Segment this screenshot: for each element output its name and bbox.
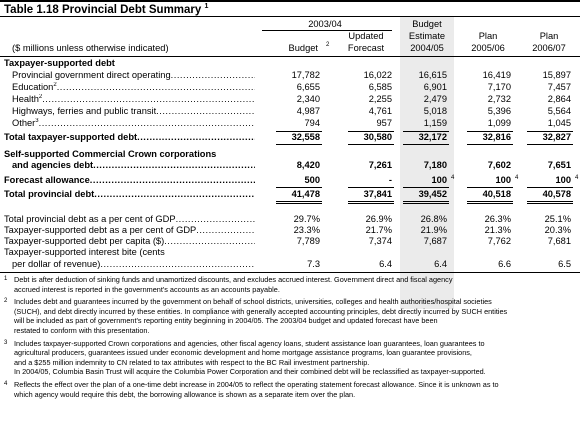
value-cell: 5,564 (547, 106, 571, 116)
value-cell: 5,396 (487, 106, 511, 116)
value-cell: 957 (376, 118, 392, 128)
allowance-rule (276, 187, 322, 188)
value-cell: 39,452 (418, 189, 447, 199)
value-cell: 37,841 (363, 189, 392, 199)
double-rule-a (348, 201, 394, 202)
value-cell: 26.9% (365, 214, 392, 224)
allowance-rule (527, 187, 573, 188)
value-cell: 7.3 (307, 259, 320, 269)
value-cell: 29.7% (293, 214, 320, 224)
row-label: Taxpayer-supported debt as a per cent of GDP (4, 225, 197, 235)
row-label: Total provincial debt as a per cent of GDP (4, 214, 176, 224)
footnote-4 (0, 380, 580, 399)
value-cell: 4,761 (368, 106, 392, 116)
total-rule (527, 144, 573, 145)
footnote-ref: 4 (451, 175, 455, 181)
row-label: Taxpayer-supported debt per capita ($) (4, 236, 165, 246)
value-cell: 8,420 (296, 160, 320, 170)
header-estimate-2: Estimate (408, 31, 446, 41)
value-cell: 26.8% (420, 214, 447, 224)
row-label: Highways, ferries and public transit (12, 106, 157, 116)
row-label: and agencies debt (12, 160, 94, 170)
row-label: per dollar of revenue) (12, 259, 101, 269)
double-rule-b (348, 203, 394, 204)
value-cell: 7,651 (547, 160, 571, 170)
row-label: Forecast allowance (4, 175, 90, 185)
footnote-line: agricultural producers, guarantees issued under economic development and home mortgage assistance programs, loan guarantee provisions, (14, 348, 472, 358)
value-cell: 2,340 (296, 94, 320, 104)
footnote-line: Reflects the effect over the plan of a one-time debt increase in 2004/05 to reflect the operating statement forecast allowance. Since it is unknown as to (14, 380, 499, 389)
value-cell: 6.5 (558, 259, 571, 269)
value-cell: 7,457 (547, 82, 571, 92)
value-cell: 794 (304, 118, 320, 128)
value-cell: 2,864 (547, 94, 571, 104)
header-rule (0, 56, 580, 57)
value-cell: 40,578 (542, 189, 571, 199)
row-leader (12, 259, 255, 270)
total-rule (276, 144, 322, 145)
value-cell: 100 (495, 175, 511, 185)
header-plan2-2: 2006/07 (532, 43, 566, 53)
double-rule-a (403, 201, 449, 202)
value-cell: 500 (304, 175, 320, 185)
value-cell: 1,099 (487, 118, 511, 128)
value-cell: 2,255 (368, 94, 392, 104)
footnote-1 (0, 275, 580, 294)
header-plan1-2: 2005/06 (471, 43, 505, 53)
row-leader (12, 106, 255, 117)
footnote-number: 2 (4, 298, 8, 305)
value-cell: 25.1% (544, 214, 571, 224)
value-cell: 7,789 (296, 236, 320, 246)
footnote-line: will be included as part of government's reporting entity beginning in 2004/05. The 2003/04 budget and updated forecast have been (14, 316, 438, 326)
row-leader (4, 236, 255, 247)
row-label: Other$^3$ (12, 118, 39, 128)
row-leader (4, 175, 255, 186)
value-cell: 21.9% (420, 225, 447, 235)
section-taxpayer: Taxpayer-supported debt (4, 58, 115, 68)
double-rule-b (467, 203, 513, 204)
row-leader (12, 94, 255, 105)
footnote-ref: 4 (575, 175, 579, 181)
value-cell: 26.3% (484, 214, 511, 224)
value-cell: 7,687 (423, 236, 447, 246)
row-footnote-ref: 3 (35, 118, 39, 124)
double-rule-b (403, 203, 449, 204)
header-estimate-1: Budget (412, 19, 442, 29)
value-cell: 7,602 (487, 160, 511, 170)
value-cell: 6,585 (368, 82, 392, 92)
footnote-line: Includes debt and guarantees incurred by the government on behalf of school districts, universities, colleges and health authorities/hospital societies (14, 297, 492, 307)
header-updated-1: Updated (348, 31, 384, 41)
footnote-ref: 4 (515, 175, 519, 181)
header-plan1-1: Plan (478, 31, 498, 41)
allowance-rule (348, 187, 394, 188)
header-plan2-1: Plan (539, 31, 559, 41)
header-units: ($ millions unless otherwise indicated) (12, 43, 169, 53)
row-label: Education$^2$ (12, 82, 57, 92)
value-cell: 4,987 (296, 106, 320, 116)
title-bar (0, 0, 580, 17)
title-footnote-ref: 1 (204, 3, 209, 10)
value-cell: 23.3% (293, 225, 320, 235)
value-cell: 7,681 (547, 236, 571, 246)
allowance-rule (403, 187, 449, 188)
value-cell: 6.4 (434, 259, 447, 269)
value-cell: 32,816 (482, 132, 511, 142)
value-cell: 6.6 (498, 259, 511, 269)
row-label: Total taxpayer-supported debt (4, 132, 138, 142)
header-estimate-3: 2004/05 (410, 43, 444, 53)
header-budget-footnote-ref: 2 (326, 42, 330, 48)
value-cell: 6.4 (379, 259, 392, 269)
footnote-line: accrued interest is reported in the government's accounts as an accounts payable. (14, 284, 280, 294)
value-cell: 7,374 (368, 236, 392, 246)
double-rule-b (527, 203, 573, 204)
value-cell: 1,045 (547, 118, 571, 128)
value-cell: 2,732 (487, 94, 511, 104)
footnote-number: 4 (4, 381, 8, 387)
value-cell: 15,897 (542, 70, 571, 80)
value-cell: 41,478 (291, 189, 320, 199)
footnote-2 (0, 297, 580, 335)
value-cell: 6,901 (423, 82, 447, 92)
header-budget: Budget (288, 43, 318, 53)
row-leader (12, 82, 255, 93)
footnote-line: In 2004/05, Columbia Basin Trust will acquire the Columbia Power Corporation and their combined debt will be reclassified as taxpayer-supported. (14, 367, 486, 377)
section-self-supported-1: Self-supported Commercial Crown corporations (4, 149, 217, 159)
value-cell: 21.7% (365, 225, 392, 235)
value-cell: 21.3% (484, 225, 511, 235)
value-cell: 16,022 (363, 70, 392, 80)
value-cell: 1,159 (423, 118, 447, 128)
value-cell: 7,261 (368, 160, 392, 170)
value-cell: 20.3% (544, 225, 571, 235)
header-updated-2: Forecast (347, 43, 385, 53)
value-cell: 32,172 (418, 132, 447, 142)
value-cell: 5,018 (423, 106, 447, 116)
value-cell: 16,419 (482, 70, 511, 80)
table-title-text: Table 1.18 Provincial Debt Summary (4, 3, 202, 16)
row-leader (12, 70, 255, 81)
row-label: Total provincial debt (4, 189, 95, 199)
value-cell: 7,180 (423, 160, 447, 170)
footnote-line: Debt is after deduction of sinking funds and unamortized discounts, and excludes accrued interest. Government direct and fiscal agency (14, 275, 453, 284)
value-cell: 100 (555, 175, 571, 185)
row-label: Provincial government direct operating (12, 70, 171, 80)
footnote-line: restated to conform with this presentation. (14, 325, 150, 335)
interest-label-1: Taxpayer-supported interest bite (cents (4, 247, 165, 257)
double-rule-a (276, 201, 322, 202)
allowance-rule (467, 187, 513, 188)
footnote-line: and a $255 million indemnity to CN related to tax attributes with respect to the BC Rail investment partnership. (14, 357, 370, 367)
footnote-number: 1 (4, 276, 8, 282)
footnote-line: (SUCH), and debt directly incurred by these entities. In compliance with generally accepted accounting principles, debt directly incurred by SUCH entities (14, 306, 508, 316)
row-leader (12, 160, 255, 171)
value-cell: 16,615 (418, 70, 447, 80)
row-leader (4, 189, 255, 200)
row-label: Health$^2$ (12, 94, 43, 104)
value-cell: 32,827 (542, 132, 571, 142)
value-cell: 17,782 (291, 70, 320, 80)
header-2003-04: 2003/04 (308, 19, 342, 29)
double-rule-b (276, 203, 322, 204)
row-leader (4, 225, 255, 236)
value-cell: 30,580 (363, 132, 392, 142)
total-rule (467, 144, 513, 145)
table-title (4, 3, 208, 16)
value-cell: 100 (431, 175, 447, 185)
value-cell: - (388, 175, 392, 185)
value-cell: 6,655 (296, 82, 320, 92)
total-rule (348, 144, 394, 145)
footnote-number: 3 (4, 339, 8, 346)
total-rule (403, 144, 449, 145)
footnote-3 (0, 339, 580, 377)
value-cell: 7,170 (487, 82, 511, 92)
row-footnote-ref: 2 (38, 94, 43, 100)
footnote-line: which agency would require this debt, the borrowing allowance is shown as a separate item over the plan. (14, 389, 356, 399)
row-leader (4, 132, 255, 143)
body-bottom-rule (0, 272, 580, 273)
value-cell: 7,762 (487, 236, 511, 246)
value-cell: 32,558 (291, 132, 320, 142)
double-rule-a (467, 201, 513, 202)
double-rule-a (527, 201, 573, 202)
value-cell: 40,518 (482, 189, 511, 199)
footnote-line: Includes taxpayer-supported Crown corporations and agencies, other fiscal agency loans, student assistance loan guarantees, loan guarantees to (14, 338, 485, 348)
row-footnote-ref: 2 (53, 82, 57, 88)
row-leader (12, 118, 255, 129)
value-cell: 2,479 (423, 94, 447, 104)
row-leader (4, 214, 255, 225)
